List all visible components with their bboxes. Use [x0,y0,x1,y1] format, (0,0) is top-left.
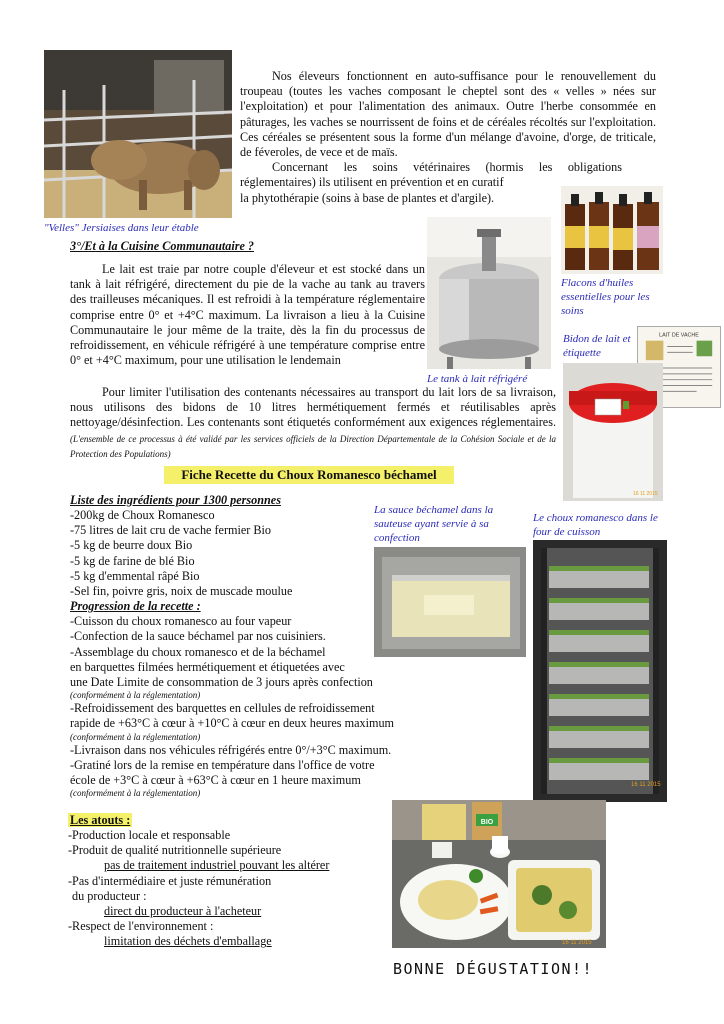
bio-logo-text: BIO [480,819,494,826]
atout-item: -Respect de l'environnement : [68,919,214,934]
ingredient-item: -Sel fin, poivre gris, noix de muscade moulue [70,584,293,599]
ingredients-block [70,493,394,799]
photo-bechamel-sauce [374,547,526,657]
caption-cows: "Velles" Jersiaises dans leur étable [44,222,199,234]
step-line: -Gratiné lors de la remise en température dans l'office de votre [70,757,375,772]
caption-bidon: Bidon de lait et étiquette [563,333,631,359]
section3-title: 3°/Et à la Cuisine Communautaire ? [70,239,255,253]
section3-paragraph-2-wrap [70,385,556,461]
atout-item: -Produit de qualité nutritionnelle supérieure [68,843,282,858]
ingredients-list [70,508,394,599]
step-line: en barquettes filmées hermétiquement et étiquetées avec [70,659,345,674]
section3-paragraph-1-wrap [70,262,425,368]
atouts-block [68,812,329,950]
atouts-title: Les atouts : [70,813,131,827]
closing-text: BONNE DÉGUSTATION!! [393,960,594,978]
ingredient-item: -5 kg de farine de blé Bio [70,553,195,568]
progression-steps [70,614,394,799]
photo-date-3: 16 11 2015 [562,940,592,946]
photo-date-2: 16 11 2015 [631,782,661,788]
atout-detail: limitation des déchets d'emballage [104,934,272,949]
ingredient-item: -200kg de Choux Romanesco [70,508,215,522]
photo-milk-can [563,363,663,501]
photo-milk-tank [427,217,551,369]
ingredient-item: -5 kg de beurre doux Bio [70,538,193,553]
atout-item: -Pas d'intermédiaire et juste rémunération [68,873,272,888]
caption-oils: Flacons d'huiles essentielles pour les soins [561,277,650,317]
recipe-banner: Fiche Recette du Choux Romanesco béchamel [164,466,454,484]
step-line: -Livraison dans nos véhicules réfrigérés entre 0°/+3°C maximum. [70,742,392,757]
atout-item: du producteur : [72,888,147,903]
intro-text [240,69,656,206]
regulation-note: (conformément à la réglementation) [70,731,201,742]
atout-item: -Production locale et responsable [68,828,231,842]
step-line: école de +3°C à cœur à +63°C à cœur en 1 heure maximum [70,773,361,788]
photo-plate [392,800,606,948]
section3-paragraph-2 [70,385,556,461]
atout-detail: direct du producteur à l'acheteur [104,904,262,919]
photo-date-1: 16 11 2015 [633,491,658,497]
intro-paragraph-2: Concernant les soins vétérinaires (hormis les obligations réglementaires) ils utilisent en prévention et en curatif [240,160,622,190]
photo-cows [44,50,232,218]
step-line: -Confection de la sauce béchamel par nos cuisiniers. [70,629,326,644]
ingredient-item: -75 litres de lait cru de vache fermier Bio [70,523,272,538]
step-line: une Date Limite de consommation de 3 jours après confection [70,675,373,690]
section3-paragraph-1: Le lait est traie par notre couple d'éleveur et est stocké dans un tank à lait réfrigéré, directement du pie de la vache au tank au travers des trailleuses mécaniques. Il est refroidi à la température réglementaire comprise entre 0° et +4°C maximum. La livraison a lieu à la Cuisine Communautaire le jour même de la traite, dès la fin du processus de refroidissement, en véhicule réfrigéré à une température comprise entre 0° et +4°C maximum, pour une utilisation le lendemain [70,262,425,368]
caption-sauce: La sauce béchamel dans la sauteuse ayant servie à sa confection [374,504,494,544]
step-line: -Cuisson du choux romanesco au four vapeur [70,614,292,629]
step-line: -Refroidissement des barquettes en cellules de refroidissement [70,701,375,716]
ingredients-title: Liste des ingrédients pour 1300 personnes [70,493,281,507]
section3-note: (L'ensemble de ce processus à été validé par les services officiels de la Direction Départementale de la Cohésion Sociale et de la Protection des Populations) [70,433,556,459]
intro-paragraph-3: la phytothérapie (soins à base de plantes et d'argile). [240,190,495,205]
section3-paragraph-2-text: Pour limiter l'utilisation des contenants nécessaires au transport du lait lors de sa livraison, nous utilisons des bidons de 10 litres hermétiquement fermés et réutilisables après nettoyage/désinfection. Les contenants sont étiquetés conformément aux exigences réglementaires. [70,385,556,430]
regulation-note: (conformément à la réglementation) [70,690,201,701]
step-line: rapide de +63°C à cœur à +10°C à cœur en deux heures maximum [70,716,395,731]
regulation-note: (conformément à la réglementation) [70,788,201,799]
label-title: LAIT DE VACHE [659,332,699,339]
intro-paragraph-1: Nos éleveurs fonctionnent en auto-suffisance pour le renouvellement du troupeau (toutes les vaches composant le cheptel sont des « velles » nées sur l'exploitation) et pour l'alimentation des animaux. Outre l'herbe consommée en pâturages, les vaches se nourrissent de foins et de céréales récoltés sur l'exploitation. Ces céréales se présentent sous la forme d'un mélange d'avoine, d'orge, de triticale, de féveroles, de vece et de maïs. [240,69,656,160]
caption-tank: Le tank à lait réfrigéré [427,373,528,385]
caption-oven: Le choux romanesco dans le four de cuisson [533,512,658,538]
progression-title: Progression de la recette : [70,599,201,614]
ingredient-item: -5 kg d'emmental râpé Bio [70,568,200,583]
atout-detail: pas de traitement industriel pouvant les altérer [104,858,330,873]
step-line: -Assemblage du choux romanesco et de la béchamel [70,644,326,659]
photo-oven [533,540,667,802]
